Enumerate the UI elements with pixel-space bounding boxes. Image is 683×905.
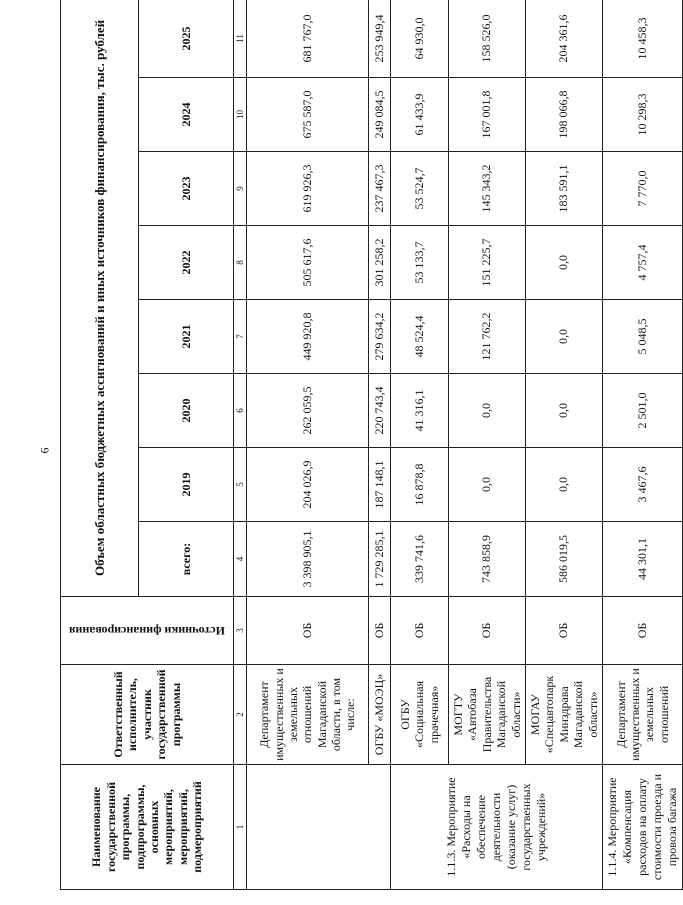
row-source: ОБ xyxy=(525,597,602,665)
row-executor: ОГБУ «МОЭЦ» xyxy=(369,665,391,765)
row-value: 158 526,0 xyxy=(449,0,526,78)
header-year-2022: 2022 xyxy=(139,226,234,300)
row-source: ОБ xyxy=(391,597,449,665)
row-value: 2 501,0 xyxy=(602,374,682,448)
row-value: 61 433,9 xyxy=(391,78,449,152)
row-executor: МОГАУ «Спецавтопарк Минздрава Магаданской области» xyxy=(525,665,602,765)
row-value: 5 048,5 xyxy=(602,300,682,374)
column-number: 7 xyxy=(234,300,247,374)
header-source xyxy=(61,597,234,665)
row-value: 145 343,2 xyxy=(449,152,526,226)
financing-table xyxy=(60,0,683,890)
row-value: 53 524,7 xyxy=(391,152,449,226)
row-executor: ОГБУ «Социальная прачечная» xyxy=(391,665,449,765)
row-value: 619 926,3 xyxy=(247,152,369,226)
row-value: 505 617,6 xyxy=(247,226,369,300)
column-number: 8 xyxy=(234,226,247,300)
row-value: 262 059,5 xyxy=(247,374,369,448)
header-total: всего: xyxy=(139,522,234,597)
header-source-text: Источники финансирования xyxy=(69,624,225,638)
row-value: 253 949,4 xyxy=(369,0,391,78)
row-value: 279 634,2 xyxy=(369,300,391,374)
column-number: 6 xyxy=(234,374,247,448)
row-value: 0,0 xyxy=(525,374,602,448)
row-value: 204 361,6 xyxy=(525,0,602,78)
table-row xyxy=(369,0,391,890)
row-name: 1.1.3. Мероприятие «Расходы на обеспечение деятельности (оказание услуг) государственных учреждений» xyxy=(391,765,603,890)
header-year-2021: 2021 xyxy=(139,300,234,374)
row-value: 183 591,1 xyxy=(525,152,602,226)
row-value: 1 729 285,1 xyxy=(369,522,391,597)
row-source: ОБ xyxy=(247,597,369,665)
row-executor: Департамент имущественных и земельных отношений Магаданской области, в том числе: xyxy=(247,665,369,765)
row-value: 586 019,5 xyxy=(525,522,602,597)
column-number: 1 xyxy=(234,765,247,890)
row-source: ОБ xyxy=(602,597,682,665)
row-value: 0,0 xyxy=(525,448,602,522)
row-value: 4 757,4 xyxy=(602,226,682,300)
header-executor: Ответственный исполнитель, участник государственной программы xyxy=(61,665,234,765)
row-value: 64 930,0 xyxy=(391,0,449,78)
header-year-2025: 2025 xyxy=(139,0,234,78)
row-value: 3 467,6 xyxy=(602,448,682,522)
rotated-table-container xyxy=(60,0,679,890)
table-row xyxy=(525,0,602,890)
table-row xyxy=(391,0,449,890)
row-value: 187 148,1 xyxy=(369,448,391,522)
row-source: ОБ xyxy=(449,597,526,665)
row-value: 0,0 xyxy=(449,448,526,522)
row-value: 167 001,8 xyxy=(449,78,526,152)
row-value: 249 084,5 xyxy=(369,78,391,152)
column-number: 3 xyxy=(234,597,247,665)
row-value: 301 258,2 xyxy=(369,226,391,300)
row-value: 10 458,3 xyxy=(602,0,682,78)
header-group: Объем областных бюджетных ассигнований и иных источников финансирования, тыс. рублей xyxy=(61,0,139,597)
row-value: 48 524,4 xyxy=(391,300,449,374)
row-executor: Департамент имущественных и земельных отношений xyxy=(602,665,682,765)
row-name-empty xyxy=(247,765,391,890)
row-executor: МОГТУ «Автобаза Правительства Магаданской области» xyxy=(449,665,526,765)
row-value: 121 762,2 xyxy=(449,300,526,374)
row-value: 3 398 905,1 xyxy=(247,522,369,597)
row-value: 681 767,0 xyxy=(247,0,369,78)
table-row xyxy=(449,0,526,890)
column-number: 9 xyxy=(234,152,247,226)
column-number: 10 xyxy=(234,78,247,152)
row-value: 204 026,9 xyxy=(247,448,369,522)
row-value: 7 770,0 xyxy=(602,152,682,226)
row-value: 0,0 xyxy=(525,226,602,300)
row-value: 0,0 xyxy=(525,300,602,374)
row-value: 44 301,1 xyxy=(602,522,682,597)
row-source: ОБ xyxy=(369,597,391,665)
row-value: 198 066,8 xyxy=(525,78,602,152)
header-year-2020: 2020 xyxy=(139,374,234,448)
column-number: 4 xyxy=(234,522,247,597)
header-year-2024: 2024 xyxy=(139,78,234,152)
row-value: 675 587,0 xyxy=(247,78,369,152)
row-value: 41 316,1 xyxy=(391,374,449,448)
row-value: 53 133,7 xyxy=(391,226,449,300)
page-number: 6 xyxy=(37,447,52,454)
column-number: 2 xyxy=(234,665,247,765)
row-value: 10 298,3 xyxy=(602,78,682,152)
row-value: 220 743,4 xyxy=(369,374,391,448)
table-row xyxy=(247,0,369,890)
row-value: 743 858,9 xyxy=(449,522,526,597)
header-year-2023: 2023 xyxy=(139,152,234,226)
column-number: 5 xyxy=(234,448,247,522)
row-value: 16 878,8 xyxy=(391,448,449,522)
row-name: 1.1.4. Мероприятие «Компенсация расходов на оплату стоимости проезда и провоза багажа xyxy=(602,765,682,890)
row-value: 237 467,3 xyxy=(369,152,391,226)
column-number: 11 xyxy=(234,0,247,78)
header-year-2019: 2019 xyxy=(139,448,234,522)
column-number-row xyxy=(234,0,247,890)
row-value: 0,0 xyxy=(449,374,526,448)
header-name: Наименование государственной программы, подпрограммы, основных мероприятий, мероприятий, подмероприятий xyxy=(61,765,234,890)
row-value: 339 741,6 xyxy=(391,522,449,597)
row-value: 151 225,7 xyxy=(449,226,526,300)
row-value: 449 920,8 xyxy=(247,300,369,374)
table-row xyxy=(602,0,682,890)
